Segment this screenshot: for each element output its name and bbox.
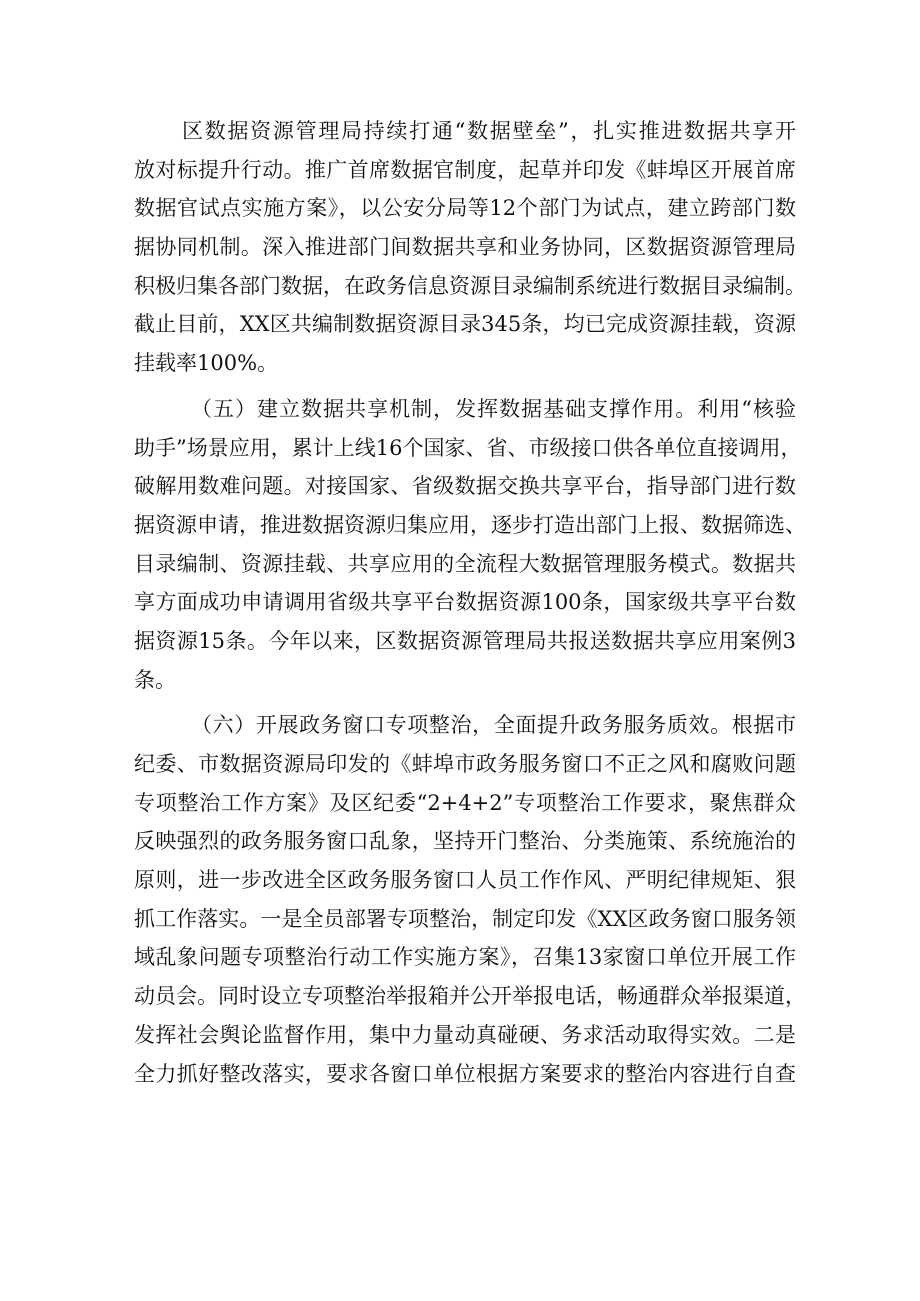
- text-line: 享方面成功申请调用省级共享平台数据资源100条，国家级共享平台数: [134, 590, 796, 615]
- text-line: 破解用数难问题。对接国家、省级数据交换共享平台，指导部门进行数: [134, 474, 796, 499]
- document-body: [134, 112, 806, 1100]
- text-line: 发挥社会舆论监督作用，集中力量动真碰硬、务求活动取得实效。二是: [134, 1022, 796, 1047]
- paragraph-data-barrier: [134, 112, 806, 383]
- text-line: 截止目前，XX区共编制数据资源目录345条，均已完成资源挂载，资源: [134, 312, 796, 337]
- text-line: 放对标提升行动。推广首席数据官制度，起草并印发《蚌埠区开展首席: [134, 157, 796, 182]
- text-line: 条。: [134, 667, 176, 692]
- section-heading-line: （六）开展政务窗口专项整治，全面提升政务服务质效。根据市: [191, 713, 796, 738]
- text-line: 原则，进一步改进全区政务服务窗口人员工作作风、严明纪律规矩、狠: [134, 868, 796, 893]
- text-line: 域乱象问题专项整治行动工作实施方案》，召集13家窗口单位开展工作: [134, 945, 796, 970]
- text-line: 反映强烈的政务服务窗口乱象，坚持开门整治、分类施策、系统施治的: [134, 829, 796, 854]
- text-line: 纪委、市数据资源局印发的《蚌埠市政务服务窗口不正之风和腐败问题: [134, 752, 796, 776]
- text-line: 积极归集各部门数据，在政务信息资源目录编制系统进行数据目录编制。: [134, 273, 806, 298]
- paragraph-section-6: [134, 706, 806, 1093]
- text-line: 全力抓好整改落实，要求各窗口单位根据方案要求的整治内容进行自查: [134, 1061, 796, 1086]
- paragraph-section-5: [134, 390, 806, 700]
- text-line: 据资源15条。今年以来，区数据资源管理局共报送数据共享应用案例3: [134, 628, 796, 653]
- text-line: 目录编制、资源挂载、共享应用的全流程大数据管理服务模式。数据共: [134, 551, 796, 576]
- text-line: 区数据资源管理局持续打通“数据壁垒”，扎实推进数据共享开: [182, 119, 796, 143]
- section-heading-line: （五）建立数据共享机制，发挥数据基础支撑作用。利用“核验: [191, 396, 796, 421]
- text-line: 专项整治工作方案》及区纪委“2+4+2”专项整治工作要求，聚焦群众: [134, 790, 796, 815]
- text-line: 动员会。同时设立专项整治举报箱并公开举报电话，畅通群众举报渠道，: [134, 984, 806, 1009]
- text-line: 数据官试点实施方案》，以公安分局等12个部门为试点，建立跨部门数: [134, 196, 796, 221]
- text-line: 据协同机制。深入推进部门间数据共享和业务协同，区数据资源管理局: [134, 235, 796, 260]
- text-line: 助手”场景应用，累计上线16个国家、省、市级接口供各单位直接调用，: [134, 435, 802, 460]
- text-line: 抓工作落实。一是全员部署专项整治，制定印发《XX区政务窗口服务领: [134, 906, 796, 931]
- text-line: 挂载率100%。: [134, 351, 279, 376]
- text-line: 据资源申请，推进数据资源归集应用，逐步打造出部门上报、数据筛选、: [134, 512, 806, 537]
